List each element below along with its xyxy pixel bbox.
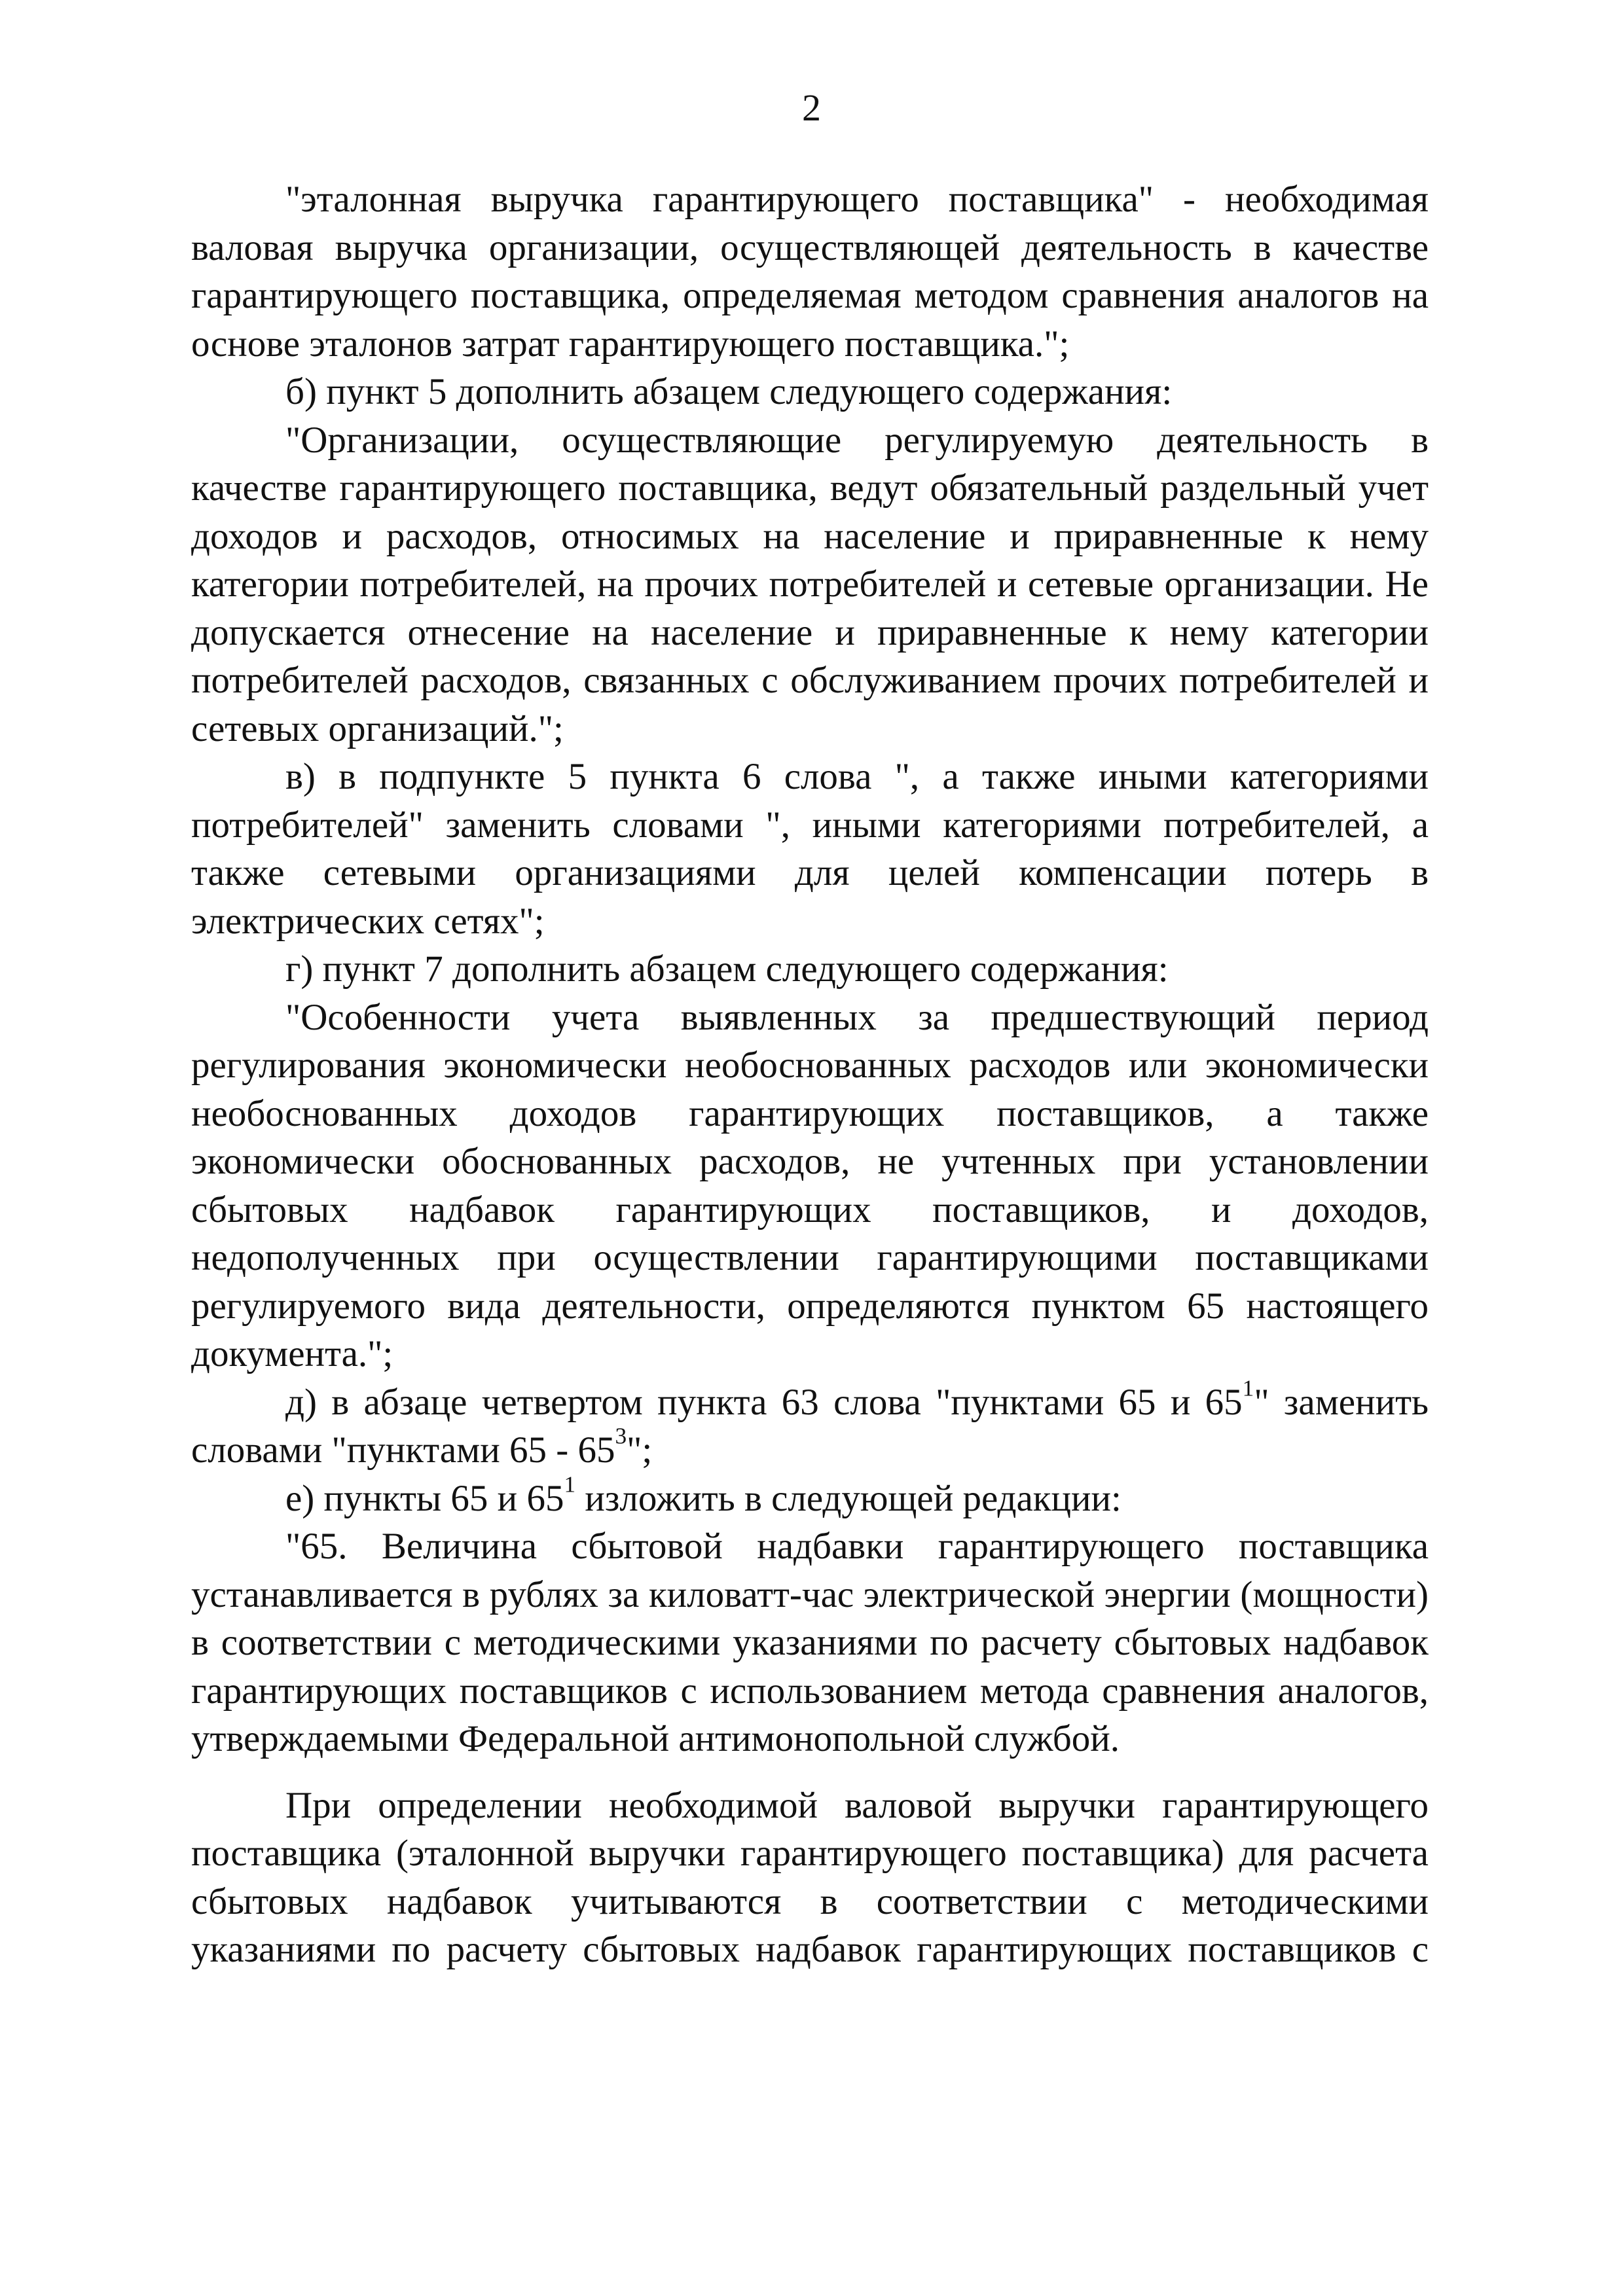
paragraph-item-b: б) пункт 5 дополнить абзацем следующего содержания:	[285, 371, 1173, 412]
item-e-text-1: е) пункты 65 и 65	[285, 1477, 564, 1519]
item-e-text-2: изложить в следующей редакции:	[575, 1477, 1122, 1519]
item-e-superscript: 1	[564, 1471, 576, 1498]
paragraph-item-g: г) пункт 7 дополнить абзацем следующего содержания:	[285, 948, 1169, 990]
paragraph-accounting-features: "Особенности учета выявленных за предшествующий период регулирования экономически необоснованных расходов или экономически необоснованных доходов гарантирующих поставщиков, а также экономически обоснованных расходов, не учтенных при установлении сбытовых надбавок гарантирующих поставщиков, и доходов, недополученных при осуществлении гарантирующими поставщиками регулируемого вида деятельности, определяются пунктом 65 настоящего документа.";	[191, 996, 1429, 1374]
item-d-text-1: д) в абзаце четвертом пункта 63 слова "пунктами 65 и 65	[285, 1381, 1243, 1423]
document-body	[191, 175, 1429, 1974]
item-d-superscript-2: 3	[615, 1423, 627, 1449]
paragraph-item-d	[191, 1375, 1429, 1475]
item-d-text-2: " заменить словами "пунктами 65 - 65	[191, 1381, 1429, 1471]
paragraph-etalon-definition: "эталонная выручка гарантирующего поставщика" - необходимая валовая выручка организации, осуществляющей деятельность в качестве гарантирующего поставщика, определяемая методом сравнения аналогов на основе эталонов затрат гарантирующего поставщика.";	[191, 179, 1429, 365]
page-number: 2	[802, 86, 821, 129]
paragraph-gross-revenue: При определении необходимой валовой выручки гарантирующего поставщика (эталонной выручки гарантирующего поставщика) для расчета сбытовых надбавок учитываются в соответствии с методическими указаниями по расчету сбытовых надбавок гарантирующих поставщиков с	[191, 1784, 1429, 1970]
paragraph-item-e	[191, 1471, 1429, 1523]
item-d-text-3: ";	[627, 1429, 653, 1471]
paragraph-separate-accounting: "Организации, осуществляющие регулируемую деятельность в качестве гарантирующего поставщика, ведут обязательный раздельный учет доходов и расходов, относимых на население и приравненные к нему категории потребителей, на прочих потребителей и сетевые организации. Не допускается отнесение на население и приравненные к нему категории потребителей расходов, связанных с обслуживанием прочих потребителей и сетевых организаций.";	[191, 419, 1429, 749]
paragraph-item-v: в) в подпункте 5 пункта 6 слова ", а также иными категориями потребителей" заменить словами ", иными категориями потребителей, а также сетевыми организациями для целей компенсации потерь в электрических сетях";	[191, 756, 1429, 942]
item-d-superscript-1: 1	[1242, 1375, 1254, 1401]
paragraph-point-65: "65. Величина сбытовой надбавки гарантирующего поставщика устанавливается в рублях за киловатт-час электрической энергии (мощности) в соответствии с методическими указаниями по расчету сбытовых надбавок гарантирующих поставщиков с использованием метода сравнения аналогов, утверждаемыми Федеральной антимонопольной службой.	[191, 1526, 1429, 1759]
